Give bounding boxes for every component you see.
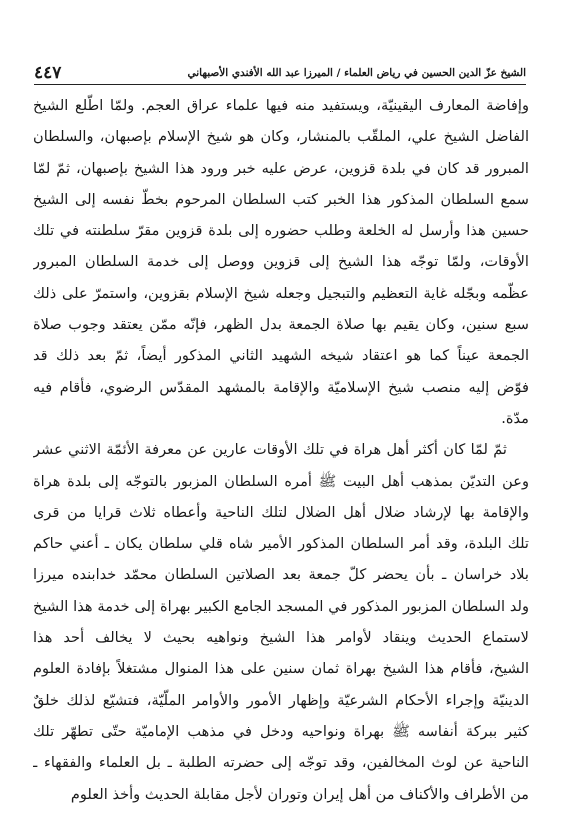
text-line: وإفاضة المعارف اليقينيّة، ويستفيد منه فيها علماء عراق العجم. ولمّا اطّلع الشيخ [33, 97, 529, 114]
paragraph [33, 90, 529, 434]
text-line: الأوقات، ولمّا توجّه هذا الشيخ إلى قزوين ووصل إلى خدمة السلطان المبرور [33, 253, 529, 271]
text-line: الجمعة عيناً كما هو اعتقاد شيخه الشهيد الثاني المذكور أيضاً، ثمّ بعد ذلك قد [33, 347, 529, 365]
text-line: لاستماع الحديث وينقاد لأوامر هذا الشيخ ونواهيه بحيث لا يخالف أحد هذا [33, 629, 529, 647]
text-line: بلاد خراسان ـ بأن يحضر كلّ جمعة بعد الصلاتين السلطان محمّد خدابنده ميرزا [33, 566, 529, 584]
page-number: ٤٤٧ [34, 63, 62, 83]
paragraph [33, 434, 529, 810]
text-line: من الأطراف والأكناف من أهل إيران وتوران لأجل مقابلة الحديث وأخذ العلوم [70, 785, 529, 803]
running-header-title: الشيخ عزّ الدين الحسين في رياض العلماء / الميرزا عبد الله الأفندي الأصبهاني [187, 67, 526, 79]
text-line: تلك البلدة، وقد أمر السلطان المذكور الأمير شاه قلي سلطان يكان ـ أعني حاكم [33, 535, 529, 553]
text-line: الناحية عن لوث المخالفين، وقد توجّه إلى حضرته الطلبة ـ بل العلماء والفقهاء ـ [33, 754, 529, 772]
text-line: والإقامة بها لإرشاد ضلال أهل الضلال لتلك الناحية وأعطاه ثلاث قرايا من قرى [33, 503, 529, 521]
text-line: مدّة. [501, 409, 529, 427]
text-line: سبع سنين، وكان يقيم بها صلاة الجمعة بدل الظهر، فإنّه ممّن يعتقد وجوب صلاة [33, 316, 529, 334]
text-line: كثير ببركة أنفاسه ﷺ بهراة ونواحيه ودخل في مذهب الإماميّة حتّى تطهّر تلك [33, 722, 529, 740]
text-line: الفاضل الشيخ علي، الملقّب بالمنشار، وكان هو شيخ الإسلام بإصبهان، والسلطان [33, 128, 529, 146]
text-line: الدينيّة وإجراء الأحكام الشرعيّة وإظهار الأمور والأوامر الملّيّة، فتشيّع لذلك خلقٌ [33, 691, 529, 709]
body-text [33, 90, 529, 810]
text-line: ولد السلطان المزبور المذكور في المسجد الجامع الكبير بهراة إلى خدمة هذا الشيخ [33, 597, 529, 615]
text-line: فوّض إليه منصب شيخ الإسلاميّة والإقامة بالمشهد المقدّس الرضوي، فأقام فيه [33, 378, 529, 396]
text-line: عظّمه وبجّله غاية التعظيم والتبجيل وجعله شيخ الإسلام بقزوين، واستمرّ على ذلك [33, 284, 529, 302]
text-line: حسين هذا وأرسل له الخلعة وطلب حضوره إلى بلدة قزوين مقرّ سلطنته في تلك [33, 222, 529, 240]
text-line: الشيخ، فأقام هذا الشيخ بهراة ثمان سنين على هذا المنوال مشتغلاً بإفادة العلوم [33, 660, 529, 678]
text-line: المبرور قد كان في بلدة قزوين، عرض عليه خبر ورود هذا الشيخ بإصبهان، ثمّ لمّا [33, 159, 529, 177]
running-header [34, 63, 526, 85]
text-line: ثمّ لمّا كان أكثر أهل هراة في تلك الأوقات عارين عن معرفة الأئمّة الاثني عشر [33, 441, 507, 459]
text-line: وعن التديّن بمذهب أهل البيت ﷺ أمره السلطان المزبور بالتوجّه إلى بلدة هراة [33, 472, 529, 490]
text-line: سمع السلطان المذكور هذا الخبر كتب السلطان المرحوم بخطّ نفسه إلى الشيخ [33, 190, 529, 208]
